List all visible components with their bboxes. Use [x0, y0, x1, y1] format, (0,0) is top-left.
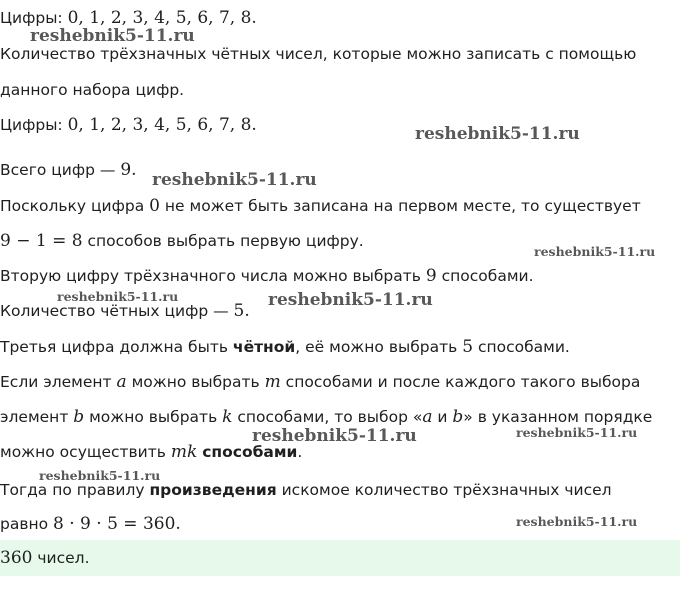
text-fragment: не может быть записана на первом месте, то существует	[159, 197, 641, 215]
watermark: reshebnik5-11.ru	[516, 514, 638, 529]
math-variable: k	[222, 407, 233, 427]
text-fragment: Количество чётных цифр —	[0, 302, 234, 320]
text-fragment: и	[432, 408, 453, 426]
rule-line-1	[0, 372, 640, 392]
math-number: 9	[425, 266, 437, 286]
result-line	[0, 514, 181, 534]
text-fragment: равно	[0, 515, 54, 533]
text-fragment: Тогда по правилу	[0, 481, 150, 499]
bold-term: произведения	[149, 481, 277, 499]
third-digit-line	[0, 337, 570, 357]
watermark: reshebnik5-11.ru	[415, 124, 580, 144]
even-digits-line	[0, 301, 250, 321]
text-fragment: Вторую цифру трёхзначного числа можно выбрать	[0, 267, 426, 285]
total-digits-label: Всего цифр —	[0, 161, 121, 179]
digits-list: 0, 1, 2, 3, 4, 5, 6, 7, 8.	[67, 115, 257, 135]
bold-term: чётной	[232, 338, 296, 356]
math-variable: b	[73, 407, 85, 427]
product-rule-line	[0, 480, 612, 500]
math-variable: a	[422, 407, 433, 427]
rule-line-2	[0, 407, 652, 427]
answer-box	[0, 540, 680, 576]
text-fragment: способов выбрать первую цифру.	[82, 232, 364, 250]
math-variable: b	[452, 407, 464, 427]
digits-label: Цифры:	[0, 116, 68, 134]
watermark: reshebnik5-11.ru	[152, 170, 317, 190]
text-fragment: способами и после каждого такого выбора	[280, 373, 641, 391]
math-expression: 8 · 9 · 5 = 360.	[53, 514, 181, 534]
watermark: reshebnik5-11.ru	[252, 426, 417, 446]
zero-restriction-line	[0, 196, 641, 216]
answer-text	[0, 548, 90, 568]
first-digit-line	[0, 231, 364, 251]
math-variable: a	[116, 372, 127, 392]
math-zero: 0	[149, 196, 160, 216]
math-number: 5	[462, 337, 474, 357]
text-fragment: Если элемент	[0, 373, 117, 391]
watermark: reshebnik5-11.ru	[39, 468, 161, 483]
text-fragment: .	[297, 443, 303, 461]
text-fragment: можно осуществить	[0, 443, 171, 461]
text-fragment: способами, то выбор «	[232, 408, 423, 426]
digits-line-1	[0, 8, 257, 28]
digits-line-2	[0, 115, 257, 135]
total-digits-value: 9.	[120, 160, 137, 180]
bold-term: способами	[202, 443, 298, 461]
answer-number: 360	[0, 548, 33, 568]
math-expression: 9 − 1 = 8	[0, 231, 83, 251]
watermark: reshebnik5-11.ru	[57, 289, 179, 304]
second-digit-line	[0, 266, 534, 286]
watermark: reshebnik5-11.ru	[30, 26, 195, 46]
text-fragment: Третья цифра должна быть	[0, 338, 233, 356]
text-fragment: способами.	[436, 267, 534, 285]
watermark: reshebnik5-11.ru	[268, 290, 433, 310]
text-fragment: можно выбрать	[126, 373, 265, 391]
digits-label: Цифры:	[0, 9, 68, 27]
total-digits-line	[0, 160, 137, 180]
math-number: 5.	[233, 301, 250, 321]
question-line-1: Количество трёхзначных чётных чисел, которые можно записать с помощью	[0, 45, 637, 63]
watermark: reshebnik5-11.ru	[534, 244, 656, 259]
math-variable: m	[264, 372, 281, 392]
text-fragment: способами.	[473, 338, 570, 356]
question-line-2: данного набора цифр.	[0, 81, 185, 99]
digits-list: 0, 1, 2, 3, 4, 5, 6, 7, 8.	[67, 8, 257, 28]
math-variable: mk	[170, 442, 198, 462]
answer-unit: чисел.	[32, 549, 90, 567]
text-fragment: искомое количество трёхзначных чисел	[276, 481, 612, 499]
text-fragment: » в указанном порядке	[463, 408, 653, 426]
text-fragment: можно выбрать	[84, 408, 223, 426]
text-fragment: Поскольку цифра	[0, 197, 150, 215]
text-fragment: элемент	[0, 408, 74, 426]
text-fragment: , её можно выбрать	[295, 338, 463, 356]
watermark: reshebnik5-11.ru	[516, 425, 638, 440]
